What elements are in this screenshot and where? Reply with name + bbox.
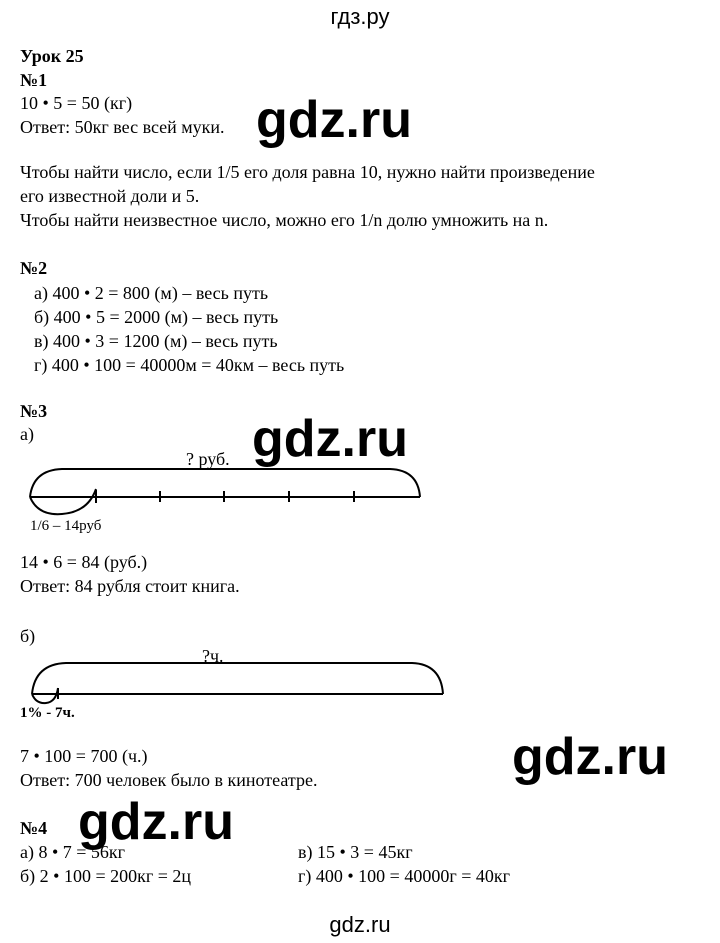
task4-item-a: а) 8 • 7 = 56кг — [20, 842, 126, 862]
task3-part-b-answer: Ответ: 700 человек было в кинотеатре. — [20, 770, 318, 790]
task1-rule1-line1: Чтобы найти число, если 1/5 его доля равна 10, нужно найти произведение — [20, 162, 595, 182]
task2-item-a: а) 400 • 2 = 800 (м) – весь путь — [34, 283, 269, 303]
site-header: гдз.ру — [330, 4, 390, 29]
task4-item-b: б) 2 • 100 = 200кг = 2ц — [20, 866, 192, 886]
watermark-3: gdz.ru — [512, 728, 668, 786]
watermark-4: gdz.ru — [78, 793, 234, 851]
diagram-a-top-label: ? руб. — [186, 449, 230, 469]
diagram-b-bottom-label: 1% - 7ч. — [20, 705, 75, 721]
site-footer: gdz.ru — [329, 912, 391, 937]
task3-part-b-label: б) — [20, 626, 36, 646]
watermark-2: gdz.ru — [252, 410, 408, 468]
task4-number: №4 — [20, 818, 48, 838]
task2-item-b: б) 400 • 5 = 2000 (м) – весь путь — [34, 307, 279, 327]
task3-part-b-calc: 7 • 100 = 700 (ч.) — [20, 746, 148, 766]
task2-number: №2 — [20, 258, 48, 278]
task1-rule2: Чтобы найти неизвестное число, можно его 1/n долю умножить на n. — [20, 210, 549, 230]
task3-number: №3 — [20, 401, 48, 421]
diagram-b-top-label: ?ч. — [202, 646, 224, 666]
task4-item-v: в) 15 • 3 = 45кг — [298, 842, 413, 862]
diagram-a-bottom-label: 1/6 – 14руб — [30, 518, 102, 534]
task3-part-a-label: а) — [20, 424, 34, 444]
task3-part-a-answer: Ответ: 84 рубля стоит книга. — [20, 576, 240, 596]
watermark-1: gdz.ru — [256, 91, 412, 149]
task4-item-g: г) 400 • 100 = 40000г = 40кг — [298, 866, 510, 886]
task2-item-g: г) 400 • 100 = 40000м = 40км – весь путь — [34, 355, 345, 375]
task1-calc: 10 • 5 = 50 (кг) — [20, 93, 133, 113]
task1-number: №1 — [20, 70, 48, 90]
task2-item-v: в) 400 • 3 = 1200 (м) – весь путь — [34, 331, 278, 351]
task3-part-a-calc: 14 • 6 = 84 (руб.) — [20, 552, 148, 572]
task1-answer: Ответ: 50кг вес всей муки. — [20, 117, 225, 137]
task1-rule1-line2: его известной доли и 5. — [20, 186, 200, 206]
lesson-title: Урок 25 — [20, 46, 84, 66]
